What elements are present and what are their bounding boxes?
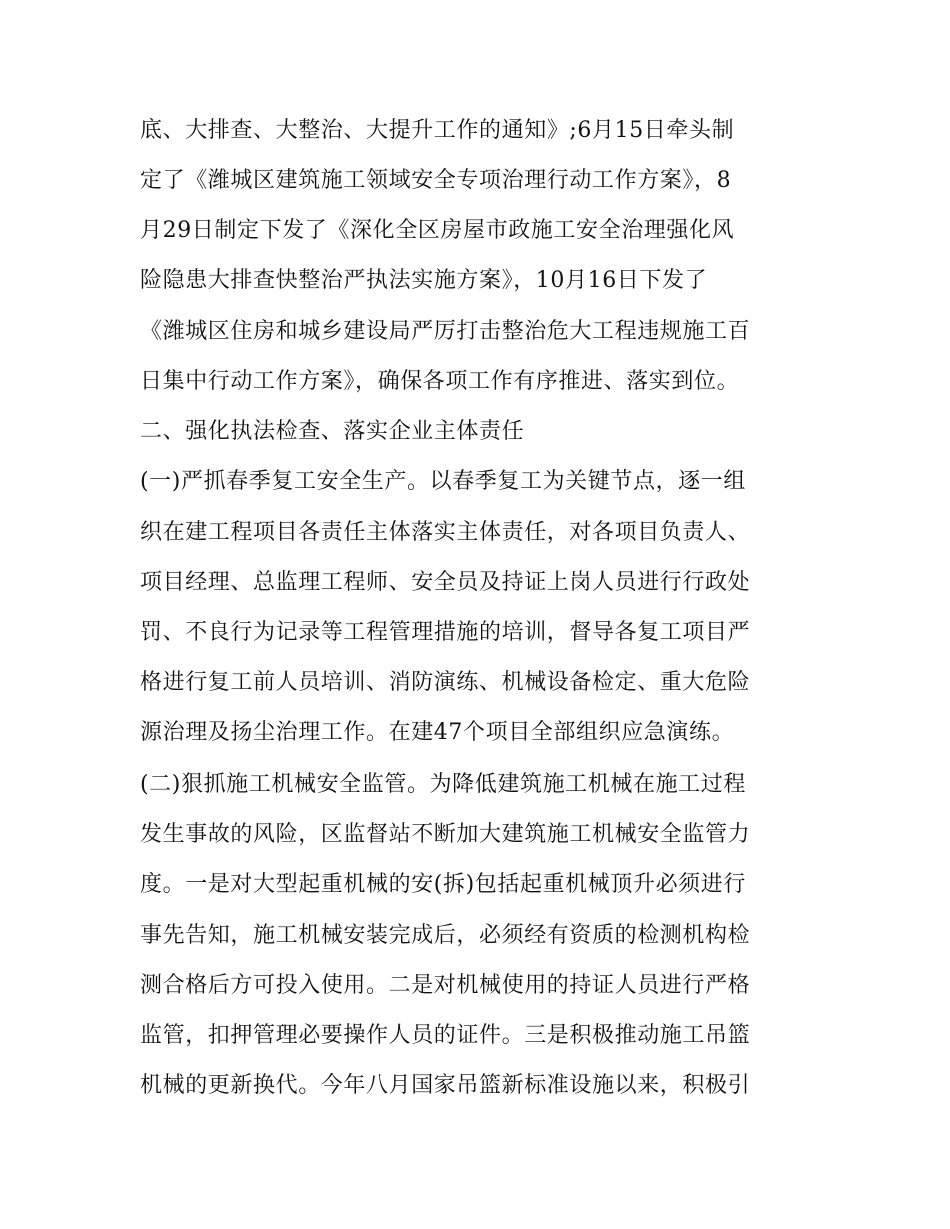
body-text-line: 定了《潍城区建筑施工领域安全专项治理行动工作方案》，8 bbox=[140, 168, 732, 193]
body-text-line: (一)严抓春季复工安全生产。以春季复工为关键节点，逐一组 bbox=[140, 469, 746, 494]
body-text-line: 机械的更新换代。今年八月国家吊篮新标准设施以来，积极引 bbox=[140, 1073, 751, 1098]
body-text-line: 《潍城区住房和城乡建设局严厉打击整治危大工程违规施工百 bbox=[140, 319, 751, 344]
body-text-line: 度。一是对大型起重机械的安(拆)包括起重机械顶升必须进行 bbox=[140, 872, 746, 897]
body-text-line: 险隐患大排查快整治严执法实施方案》，10月16日下发了 bbox=[140, 268, 708, 293]
body-text-line: 源治理及扬尘治理工作。在建47个项目全部组织应急演练。 bbox=[140, 720, 735, 745]
body-text-line: 罚、不良行为记录等工程管理措施的培训，督导各复工项目严 bbox=[140, 620, 751, 645]
body-text-line: 日集中行动工作方案》，确保各项工作有序推进、落实到位。 bbox=[140, 369, 740, 394]
body-text-line: 测合格后方可投入使用。二是对机械使用的持证人员进行严格 bbox=[140, 973, 751, 998]
body-text-line: 事先告知，施工机械安装完成后，必须经有资质的检测机构检 bbox=[140, 923, 751, 948]
body-text-line: 监管，扣押管理必要操作人员的证件。三是积极推动施工吊篮 bbox=[140, 1023, 751, 1048]
body-text-line: 月29日制定下发了《深化全区房屋市政施工安全治理强化风 bbox=[140, 218, 735, 243]
body-text-line: 织在建工程项目各责任主体落实主体责任，对各项目负责人、 bbox=[140, 520, 751, 545]
body-text-line: 项目经理、总监理工程师、安全员及持证上岗人员进行行政处 bbox=[140, 570, 751, 595]
body-text-line: (二)狠抓施工机械安全监管。为降低建筑施工机械在施工过程 bbox=[140, 772, 746, 797]
body-text-line: 底、大排查、大整治、大提升工作的通知》;6月15日牵头制 bbox=[140, 118, 735, 143]
body-text-line: 发生事故的风险，区监督站不断加大建筑施工机械安全监管力 bbox=[140, 822, 751, 847]
section-heading: 二、强化执法检查、落实企业主体责任 bbox=[140, 419, 525, 444]
body-text-line: 格进行复工前人员培训、消防演练、机械设备检定、重大危险 bbox=[140, 670, 751, 695]
